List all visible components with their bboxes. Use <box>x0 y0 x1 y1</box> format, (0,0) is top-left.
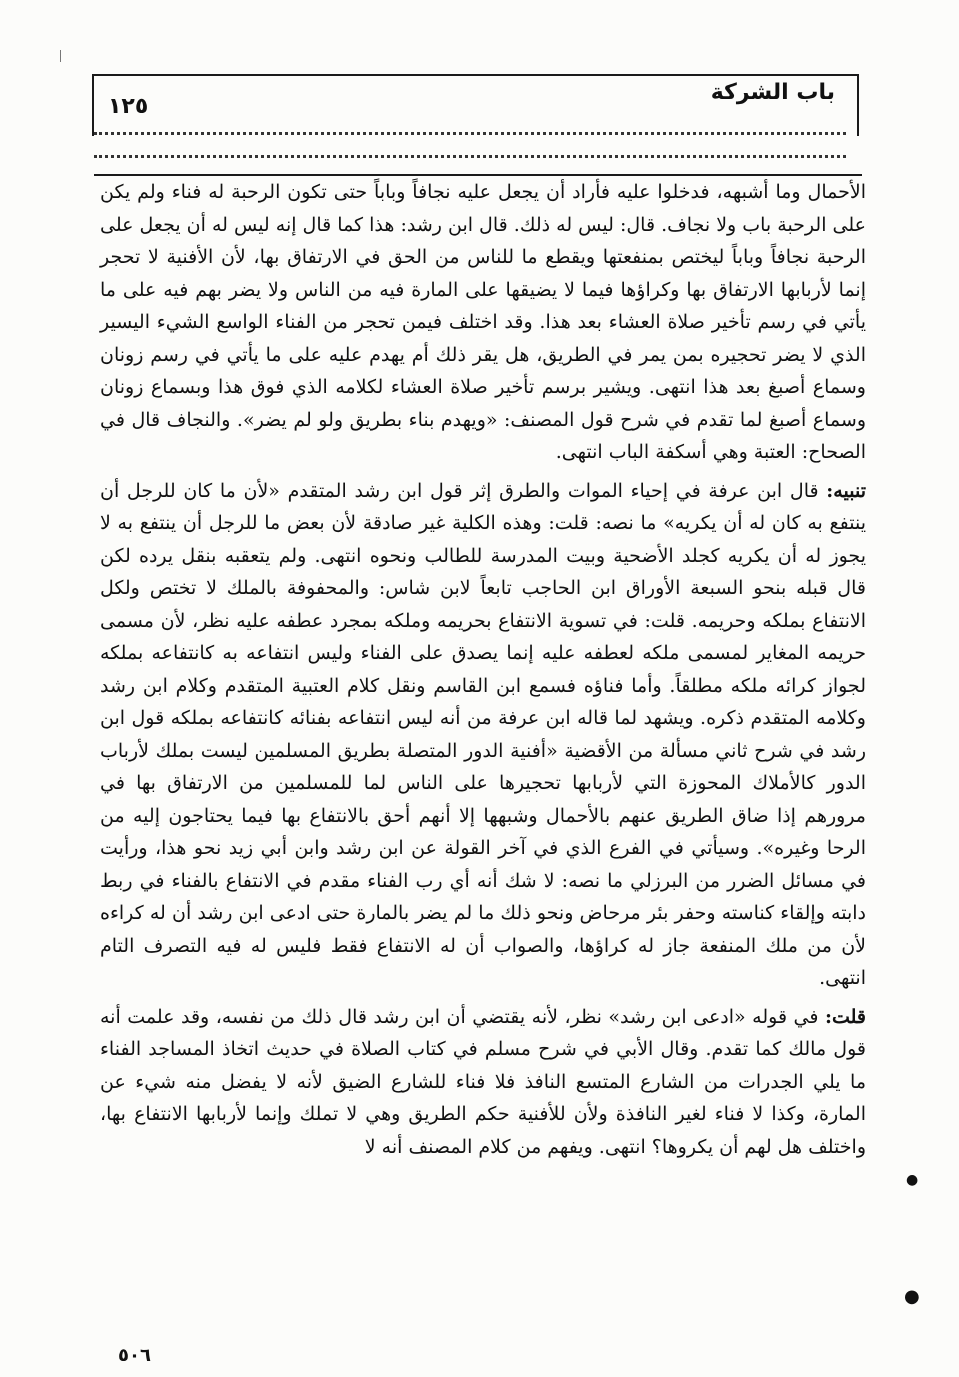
crop-mark <box>60 50 61 62</box>
margin-ink-mark: ● <box>906 1172 919 1188</box>
page-number: ١٢٥ <box>108 94 149 119</box>
running-header <box>92 74 859 136</box>
paragraph: الأحمال وما أشبهه، فدخلوا عليه فأراد أن يجعل عليه نجافاً وباباً حتى تكون الرحبة له فناء ولم يكن على الرحبة باب ولا نجاف. قال: ليس له ذلك. قال ابن رشد: هذا كما قال إنه ليس له أن يجعل على الرحبة نجافاً وباباً ليختص بمنفعتها ويقطع ما للناس من الحق في الارتفاق بها، لأن الأفنية لا تحجر إنما لأربابها الارتفاق بها وكراؤها فيما لا يضيقها على المارة فيه من الناس ولا يضر بهم فيه على ما يأتي في رسم تأخير صلاة العشاء بعد هذا. وقد اختلف فيمن تحجر من الفناء الواسع الشيء اليسير الذي لا يضر تحجيره بمن يمر في الطريق، هل يقر ذلك أم يهدم عليه على ما يأتي في رسم زونان وسماع أصبغ بعد هذا انتهى. ويشير برسم تأخير صلاة العشاء لكلامه الذي فوق هذا وبسماع زونان وسماع أصبغ لما تقدم في شرح قول المصنف: «ويهدم بناء بطريق ولو لم يضر». والنجاف قال في الصحاح: العتبة وهي أسكفة الباب انتهى. <box>100 181 866 463</box>
chapter-title: باب الشركة <box>710 80 835 105</box>
qultu-label: قلت: <box>824 1005 866 1028</box>
paragraph-notice <box>100 475 866 995</box>
paragraph-notice-text: قال ابن عرفة في إحياء الموات والطرق إثر قول ابن رشد المتقدم «لأن ما كان للرجل أن ينتفع به كان له أن يكريه» ما نصه: قلت: وهذه الكلية غير صادقة لأن بعض ما للرجل أن ينتفع به لا يجوز له أن يكريه كجلد الأضحية وبيت المدرسة للطالب ونحوه انتهى. ولم يتعقبه بنقل يرده لكن قال قبله بنحو السبعة الأوراق ابن الحاجب تابعاً لابن شاس: والمحفوفة بالملك لا تختص ولكل الانتفاع بملكه وحريمه. قلت: في تسوية الانتفاع بحريمه وملكه بمجرد عطفه عليه نظر، لأن مسمى حريمه المغاير لمسمى ملكه لعطفه عليه إنما يصدق على الفناء وليس انتفاعه به كانتفاعه بملكه لجواز كرائه ملكه مطلقاً. وأما فناؤه فسمع ابن القاسم ونقل كلام العتبية المتقدم وكلام ابن رشد وكلامه المتقدم ذكره. ويشهد لما قاله ابن عرفة من أنه ليس انتفاعه بفنائه كانتفاعه بملكه قول ابن رشد في شرح ثاني مسألة من الأقضية «أفنية الدور المتصلة بطريق المسلمين ليست بملك لأرباب الدور كالأملاك المحوزة التي لأربابها تحجيرها على الناس لما للمسلمين من الارتفاق بها في مرورهم إذا ضاق الطريق عنهم بالأحمال وشبهها إلا أنهم أحق بالانتفاع بها فيما يحتاجون إليه من الرحا وغيره». وسيأتي في الفرع الذي في آخر القولة عن ابن رشد وابن أبي زيد نحو هذا، ورأيت في مسائل الضرر من البرزلي ما نصه: لا شك أنه أي رب الفناء مقدم في الانتفاع بالفناء في ربط دابته وإلقاء كناسته وحفر بئر مرحاض ونحو ذلك ما لم يضر بالمارة حتى ادعى ابن رشد أن له كراءه لأن من ملك المنفعة جاز له كراؤها، والصواب أن له الانتفاع فقط فليس له فيه التصرف التام انتهى. <box>100 479 867 989</box>
paragraph-qultu <box>100 1001 866 1164</box>
header-dotted-rule-lower <box>94 155 846 158</box>
header-dotted-rule-upper <box>94 132 846 135</box>
signature-mark: ٥٠٦ <box>118 1345 151 1366</box>
paragraph-qultu-text: في قوله «ادعى ابن رشد» نظر، لأنه يقتضي أن ابن رشد قال ذلك من نفسه، وقد علمت أنه قول مالك كما تقدم. وقال الأبي في شرح مسلم في كتاب الصلاة في حديث اتخاذ المساجد الفناء ما يلي الجدرات من الشارع المتسع النافذ فلا فناء للشارع الضيق لأنه لا يفضل منه شيء عن المارة، وكذا لا فناء لغير النافذة ولأن للأفنية حكم الطريق وهي لا تملك وإنما لأربابها الانتفاع بها، واختلف هل لهم أن يكروها؟ انتهى. ويفهم من كلام المصنف أنه لا <box>100 1005 866 1158</box>
notice-label: تنبيه: <box>826 479 866 502</box>
margin-ink-mark: ● <box>904 1286 920 1307</box>
main-text <box>100 176 866 1163</box>
